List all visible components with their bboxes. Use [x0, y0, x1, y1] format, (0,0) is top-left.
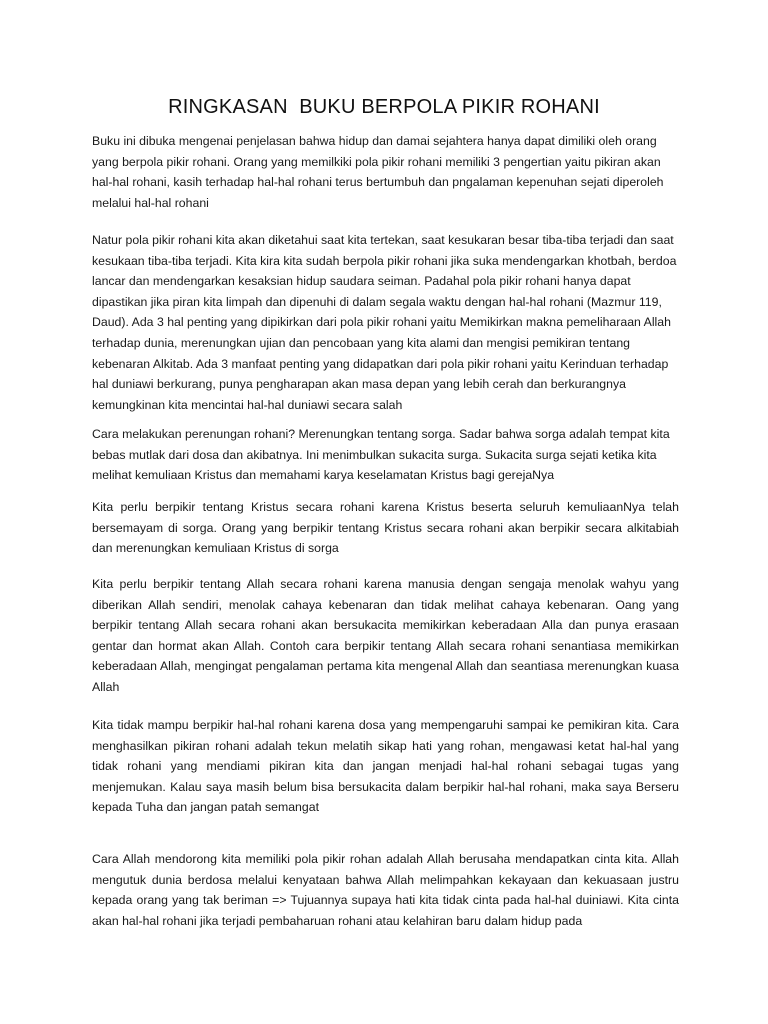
paragraph-intro: Buku ini dibuka mengenai penjelasan bahwa hidup dan damai sejahtera hanya dapat dimiliki oleh orang yang berpola pikir rohani. Orang yang memilkiki pola pikir rohani memiliki 3 pengertian yaitu pikiran akan hal-hal rohani, kasih terhadap hal-hal rohani terus bertumbuh dan pngalaman kepenuhan sejati diperoleh melalui hal-hal rohani	[92, 134, 664, 210]
paragraph-perenungan-rohani: Cara melakukan perenungan rohani? Merenungkan tentang sorga. Sadar bahwa sorga adalah tempat kita bebas mutlak dari dosa dan akibatnya. Ini menimbulkan sukacita surga. Sukacita surga sejati ketika kita melihat kemuliaan Kristus dan memahami karya keselamatan Kristus bagi gerejaNya	[92, 427, 670, 483]
document-title: RINGKASAN BUKU BERPOLA PIKIR ROHANI	[168, 96, 600, 118]
paragraph-allah: Kita perlu berpikir tentang Allah secara rohani karena manusia dengan sengaja menolak wahyu yang diberikan Allah sendiri, menolak cahaya kebenaran dan tidak melihat cahaya kebenaran. Oang yang berpikir tentang Allah secara rohani akan bersukacita memikirkan keberadaan Alla dan punya erasaan gentar dan hormat akan Allah. Contoh cara berpikir tentang Allah secara rohani senantiasa memikirkan keberadaan Allah, mengingat pengalaman pertama kita mengenal Allah dan seantiasa merenungkan kuasa Allah	[92, 577, 679, 694]
paragraph-dosa: Kita tidak mampu berpikir hal-hal rohani karena dosa yang mempengaruhi sampai ke pemikiran kita. Cara menghasilkan pikiran rohani adalah tekun melatih sikap hati yang rohan, mengawasi ketat hal-hal yang tidak rohani yang mendiami pikiran kita dan jangan menjadi hal-hal rohani sebagai tugas yang menjemukan. Kalau saya masih belum bisa bersukacita dalam berpikir hal-hal rohani, maka saya Berseru kepada Tuha dan jangan patah semangat	[92, 718, 679, 815]
paragraph-kristus: Kita perlu berpikir tentang Kristus secara rohani karena Kristus beserta seluruh kemuliaanNya telah bersemayam di sorga. Orang yang berpikir tentang Kristus secara rohani akan berpikir secara alkitabiah dan merenungkan kemuliaan Kristus di sorga	[92, 500, 679, 556]
paragraph-cara-allah: Cara Allah mendorong kita memiliki pola pikir rohan adalah Allah berusaha mendapatkan cinta kita. Allah mengutuk dunia berdosa melalui kenyataan bahwa Allah melimpahkan kekayaan dan kekuasaan justru kepada orang yang tak beriman => Tujuannya supaya hati kita tidak cinta pada hal-hal duiniawi. Kita cinta akan hal-hal rohani jika terjadi pembaharuan rohani atau kelahiran baru dalam hidup pada	[92, 852, 679, 928]
paragraph-natur-pola-pikir: Natur pola pikir rohani kita akan diketahui saat kita tertekan, saat kesukaran besar tiba-tiba terjadi dan saat kesukaan tiba-tiba terjadi. Kita kira kita sudah berpola pikir rohani jika suka mendengarkan khotbah, berdoa lancar dan mendengarkan kesaksian hidup saudara seiman. Padahal pola pikir rohani hanya dapat dipastikan jika piran kita limpah dan dipenuhi di dalam segala waktu dengan hal-hal rohani (Mazmur 119, Daud). Ada 3 hal penting yang dipikirkan dari pola pikir rohani yaitu Memikirkan makna pemeliharaan Allah terhadap dunia, merenungkan ujian dan pencobaan yang kita alami dan mengisi pemikiran tentang kebenaran Alkitab. Ada 3 manfaat penting yang didapatkan dari pola pikir rohani yaitu Kerinduan terhadap hal duniawi berkurang, punya pengharapan akan masa depan yang lebih cerah dan berkurangnya kemungkinan kita mencintai hal-hal duniawi secara salah	[92, 233, 677, 412]
